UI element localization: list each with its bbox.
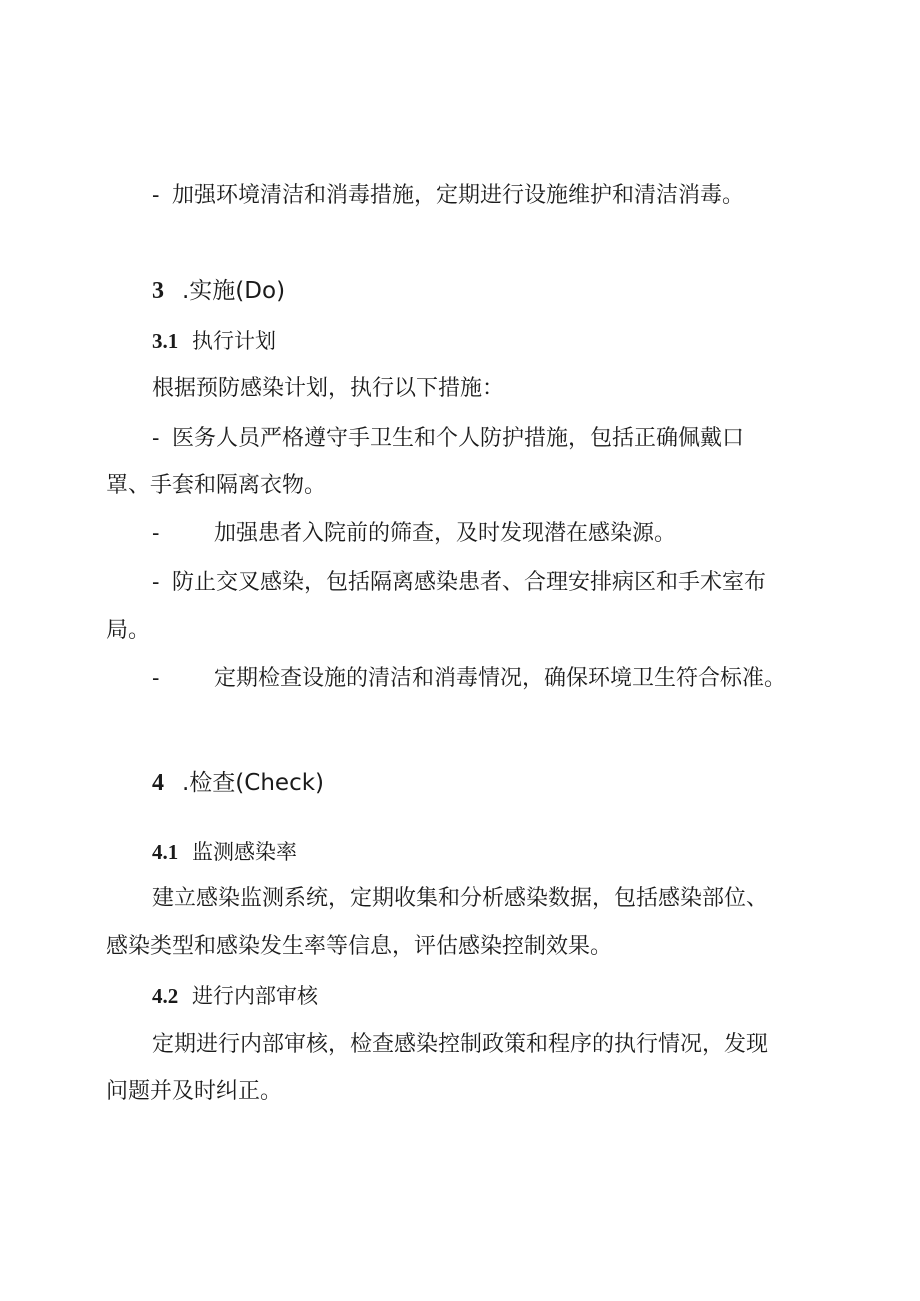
bullet-dash: - xyxy=(152,426,160,451)
subsection-title: 进行内部审核 xyxy=(192,984,318,1008)
paragraph-4-2-line1: 定期进行内部审核，检查感染控制政策和程序的执行情况，发现 xyxy=(152,1032,769,1057)
subsection-number: 4.2 xyxy=(152,984,179,1008)
bullet-hand-hygiene-line2: 罩、手套和隔离衣物。 xyxy=(106,473,327,498)
subsection-4-2-heading xyxy=(152,981,318,1011)
section-title: .实施(Do) xyxy=(182,278,286,304)
bullet-dash: - xyxy=(152,570,160,595)
bullet-facility-check xyxy=(152,664,786,694)
bullet-text: 定期检查设施的清洁和消毒情况，确保环境卫生符合标准。 xyxy=(214,666,787,691)
bullet-cross-infection-line2: 局。 xyxy=(106,618,151,643)
bullet-cross-infection-line1 xyxy=(152,568,766,598)
subsection-number: 4.1 xyxy=(152,840,179,864)
bullet-dash: - xyxy=(152,666,160,691)
section-3-heading xyxy=(152,276,285,306)
bullet-hand-hygiene-line1 xyxy=(152,424,744,454)
subsection-title: 执行计划 xyxy=(192,329,276,353)
section-4-heading xyxy=(152,768,324,798)
bullet-text: 加强患者入院前的筛查，及时发现潜在感染源。 xyxy=(214,521,677,546)
bullet-text: 加强环境清洁和消毒措施，定期进行设施维护和清洁消毒。 xyxy=(172,183,745,208)
section-title: .检查(Check) xyxy=(182,770,325,796)
paragraph-4-1-line1: 建立感染监测系统，定期收集和分析感染数据，包括感染部位、 xyxy=(152,886,769,911)
bullet-dash: - xyxy=(152,521,160,546)
subsection-4-1-heading xyxy=(152,837,297,867)
bullet-environment xyxy=(152,181,744,211)
subsection-3-1-heading xyxy=(152,326,276,356)
paragraph-3-1-intro: 根据预防感染计划，执行以下措施： xyxy=(152,376,505,401)
subsection-number: 3.1 xyxy=(152,329,179,353)
section-number: 3 xyxy=(152,278,164,304)
bullet-screening xyxy=(152,519,676,549)
paragraph-4-1-line2: 感染类型和感染发生率等信息，评估感染控制效果。 xyxy=(106,934,613,959)
section-number: 4 xyxy=(152,770,164,796)
bullet-text: 医务人员严格遵守手卫生和个人防护措施，包括正确佩戴口 xyxy=(172,426,745,451)
paragraph-4-2-line2: 问题并及时纠正。 xyxy=(106,1079,283,1104)
bullet-text: 防止交叉感染，包括隔离感染患者、合理安排病区和手术室布 xyxy=(172,570,767,595)
subsection-title: 监测感染率 xyxy=(192,840,297,864)
bullet-dash: - xyxy=(152,183,160,208)
